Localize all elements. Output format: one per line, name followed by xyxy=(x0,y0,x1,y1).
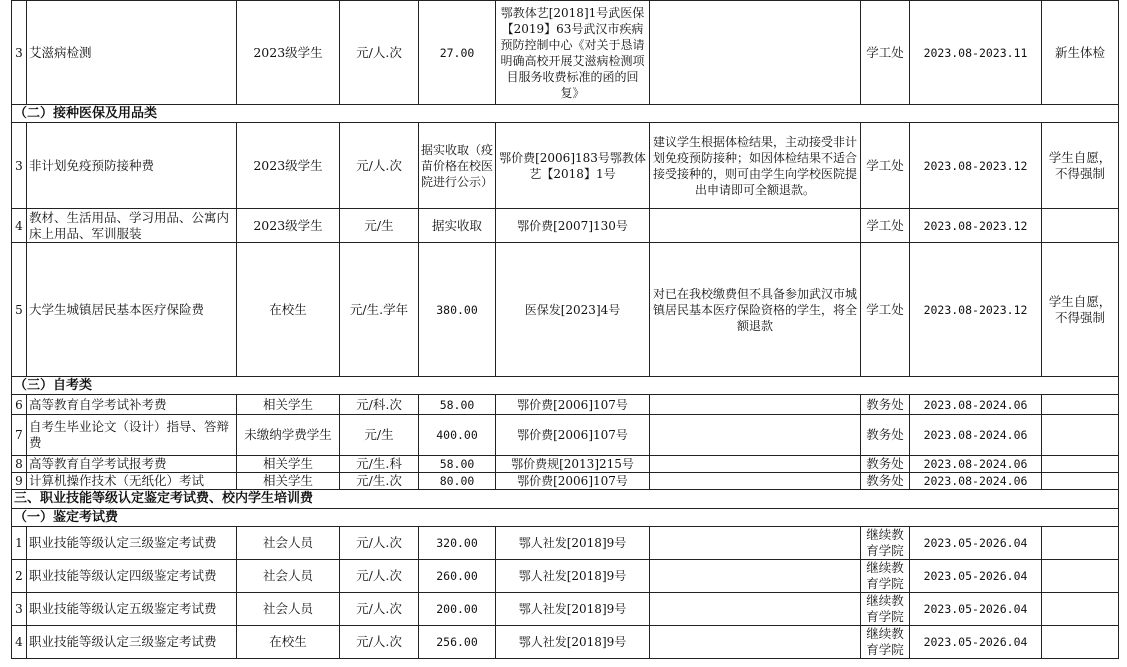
item-name: 自考生毕业论文（设计）指导、答辩费 xyxy=(27,415,237,456)
policy-basis: 鄂教体艺[2018]1号武医保【2019】63号武汉市疾病预防控制中心《对关于恳请明确高校开展艾滋病检测项目服务收费标准的函的回复》 xyxy=(496,1,650,105)
remark xyxy=(1042,560,1119,593)
charge-target: 社会人员 xyxy=(237,560,340,593)
department: 教务处 xyxy=(861,456,910,473)
item-name: 职业技能等级认定三级鉴定考试费 xyxy=(27,527,237,560)
charge-target: 社会人员 xyxy=(237,527,340,560)
charge-target: 相关学生 xyxy=(237,473,340,490)
department: 学工处 xyxy=(861,209,910,243)
charge-unit: 元/人.次 xyxy=(340,626,419,659)
charge-unit: 元/生 xyxy=(340,415,419,456)
row-number: 1 xyxy=(12,527,27,560)
fee-amount: 256.00 xyxy=(419,626,496,659)
department: 学工处 xyxy=(861,123,910,209)
charge-target: 未缴纳学费学生 xyxy=(237,415,340,456)
section-row xyxy=(12,509,1119,527)
charge-target: 相关学生 xyxy=(237,456,340,473)
refund-note xyxy=(650,209,861,243)
charge-unit: 元/生 xyxy=(340,209,419,243)
remark xyxy=(1042,473,1119,490)
valid-period: 2023.08-2023.12 xyxy=(910,123,1042,209)
charge-target: 在校生 xyxy=(237,243,340,377)
remark xyxy=(1042,415,1119,456)
refund-note xyxy=(650,395,861,415)
department: 继续教育学院 xyxy=(861,593,910,626)
remark: 新生体检 xyxy=(1042,1,1119,105)
policy-basis: 鄂价费[2006]107号 xyxy=(496,415,650,456)
department: 继续教育学院 xyxy=(861,527,910,560)
item-name: 非计划免疫预防接种费 xyxy=(27,123,237,209)
refund-note xyxy=(650,415,861,456)
item-name: 高等教育自学考试补考费 xyxy=(27,395,237,415)
fee-amount: 58.00 xyxy=(419,456,496,473)
valid-period: 2023.08-2024.06 xyxy=(910,473,1042,490)
charge-target: 社会人员 xyxy=(237,593,340,626)
fee-amount: 260.00 xyxy=(419,560,496,593)
policy-basis: 医保发[2023]4号 xyxy=(496,243,650,377)
fee-amount: 27.00 xyxy=(419,1,496,105)
remark xyxy=(1042,209,1119,243)
valid-period: 2023.08-2024.06 xyxy=(910,415,1042,456)
fee-amount: 200.00 xyxy=(419,593,496,626)
valid-period: 2023.05-2026.04 xyxy=(910,626,1042,659)
charge-target: 2023级学生 xyxy=(237,1,340,105)
refund-note xyxy=(650,1,861,105)
policy-basis: 鄂价费[2006]107号 xyxy=(496,395,650,415)
policy-basis: 鄂价费[2006]183号鄂教体艺【2018】1号 xyxy=(496,123,650,209)
charge-unit: 元/人.次 xyxy=(340,593,419,626)
row-number: 3 xyxy=(12,593,27,626)
item-name: 职业技能等级认定五级鉴定考试费 xyxy=(27,593,237,626)
policy-basis: 鄂价费规[2013]215号 xyxy=(496,456,650,473)
department: 学工处 xyxy=(861,243,910,377)
remark xyxy=(1042,456,1119,473)
table-row xyxy=(12,626,1119,659)
fee-table-body xyxy=(12,1,1119,659)
table-row xyxy=(12,209,1119,243)
table-row xyxy=(12,560,1119,593)
item-name: 艾滋病检测 xyxy=(27,1,237,105)
row-number: 5 xyxy=(12,243,27,377)
refund-note xyxy=(650,456,861,473)
valid-period: 2023.08-2023.11 xyxy=(910,1,1042,105)
row-number: 8 xyxy=(12,456,27,473)
table-row xyxy=(12,123,1119,209)
charge-unit: 元/人.次 xyxy=(340,527,419,560)
policy-basis: 鄂人社发[2018]9号 xyxy=(496,626,650,659)
valid-period: 2023.08-2024.06 xyxy=(910,395,1042,415)
charge-unit: 元/生.学年 xyxy=(340,243,419,377)
charge-unit: 元/人.次 xyxy=(340,123,419,209)
fee-amount: 380.00 xyxy=(419,243,496,377)
refund-note xyxy=(650,626,861,659)
charge-unit: 元/科.次 xyxy=(340,395,419,415)
row-number: 3 xyxy=(12,1,27,105)
row-number: 4 xyxy=(12,626,27,659)
charge-target: 2023级学生 xyxy=(237,123,340,209)
charge-target: 在校生 xyxy=(237,626,340,659)
section-header: （一）鉴定考试费 xyxy=(12,509,1119,527)
refund-note xyxy=(650,473,861,490)
department: 教务处 xyxy=(861,395,910,415)
fee-amount: 据实收取 xyxy=(419,209,496,243)
row-number: 6 xyxy=(12,395,27,415)
fee-amount: 80.00 xyxy=(419,473,496,490)
remark xyxy=(1042,626,1119,659)
policy-basis: 鄂价费[2007]130号 xyxy=(496,209,650,243)
department: 学工处 xyxy=(861,1,910,105)
policy-basis: 鄂人社发[2018]9号 xyxy=(496,593,650,626)
department: 教务处 xyxy=(861,473,910,490)
item-name: 计算机操作技术（无纸化）考试 xyxy=(27,473,237,490)
fee-amount: 据实收取（疫苗价格在校医院进行公示） xyxy=(419,123,496,209)
item-name: 职业技能等级认定三级鉴定考试费 xyxy=(27,626,237,659)
remark xyxy=(1042,527,1119,560)
item-name: 大学生城镇居民基本医疗保险费 xyxy=(27,243,237,377)
charge-target: 相关学生 xyxy=(237,395,340,415)
part-header: 三、职业技能等级认定鉴定考试费、校内学生培训费 xyxy=(12,490,1119,509)
fee-amount: 320.00 xyxy=(419,527,496,560)
table-row xyxy=(12,473,1119,490)
table-row xyxy=(12,395,1119,415)
refund-note xyxy=(650,593,861,626)
row-number: 3 xyxy=(12,123,27,209)
valid-period: 2023.08-2024.06 xyxy=(910,456,1042,473)
refund-note xyxy=(650,560,861,593)
policy-basis: 鄂人社发[2018]9号 xyxy=(496,527,650,560)
charge-target: 2023级学生 xyxy=(237,209,340,243)
fee-table xyxy=(11,0,1119,659)
table-row xyxy=(12,527,1119,560)
section-row xyxy=(12,377,1119,395)
item-name: 高等教育自学考试报考费 xyxy=(27,456,237,473)
valid-period: 2023.05-2026.04 xyxy=(910,560,1042,593)
valid-period: 2023.05-2026.04 xyxy=(910,527,1042,560)
section-header: （二）接种医保及用品类 xyxy=(12,105,1119,123)
valid-period: 2023.08-2023.12 xyxy=(910,209,1042,243)
department: 继续教育学院 xyxy=(861,626,910,659)
valid-period: 2023.08-2023.12 xyxy=(910,243,1042,377)
remark: 学生自愿，不得强制 xyxy=(1042,243,1119,377)
fee-amount: 400.00 xyxy=(419,415,496,456)
section-header: （三）自考类 xyxy=(12,377,1119,395)
refund-note: 建议学生根据体检结果，主动接受非计划免疫预防接种；如因体检结果不适合接受接种的，则可由学生向学校医院提出申请即可全额退款。 xyxy=(650,123,861,209)
row-number: 2 xyxy=(12,560,27,593)
refund-note xyxy=(650,527,861,560)
charge-unit: 元/人.次 xyxy=(340,560,419,593)
charge-unit: 元/生.次 xyxy=(340,473,419,490)
row-number: 7 xyxy=(12,415,27,456)
charge-unit: 元/生.科 xyxy=(340,456,419,473)
row-number: 9 xyxy=(12,473,27,490)
table-row xyxy=(12,1,1119,105)
refund-note: 对已在我校缴费但不具备参加武汉市城镇居民基本医疗保险资格的学生，将全额退款 xyxy=(650,243,861,377)
charge-unit: 元/人.次 xyxy=(340,1,419,105)
section-row xyxy=(12,490,1119,509)
department: 继续教育学院 xyxy=(861,560,910,593)
table-row xyxy=(12,243,1119,377)
table-row xyxy=(12,415,1119,456)
department: 教务处 xyxy=(861,415,910,456)
row-number: 4 xyxy=(12,209,27,243)
policy-basis: 鄂价费[2006]107号 xyxy=(496,473,650,490)
section-row xyxy=(12,105,1119,123)
policy-basis: 鄂人社发[2018]9号 xyxy=(496,560,650,593)
item-name: 职业技能等级认定四级鉴定考试费 xyxy=(27,560,237,593)
fee-amount: 58.00 xyxy=(419,395,496,415)
item-name: 教材、生活用品、学习用品、公寓内床上用品、军训服装 xyxy=(27,209,237,243)
remark xyxy=(1042,395,1119,415)
table-row xyxy=(12,593,1119,626)
valid-period: 2023.05-2026.04 xyxy=(910,593,1042,626)
table-row xyxy=(12,456,1119,473)
remark: 学生自愿，不得强制 xyxy=(1042,123,1119,209)
remark xyxy=(1042,593,1119,626)
